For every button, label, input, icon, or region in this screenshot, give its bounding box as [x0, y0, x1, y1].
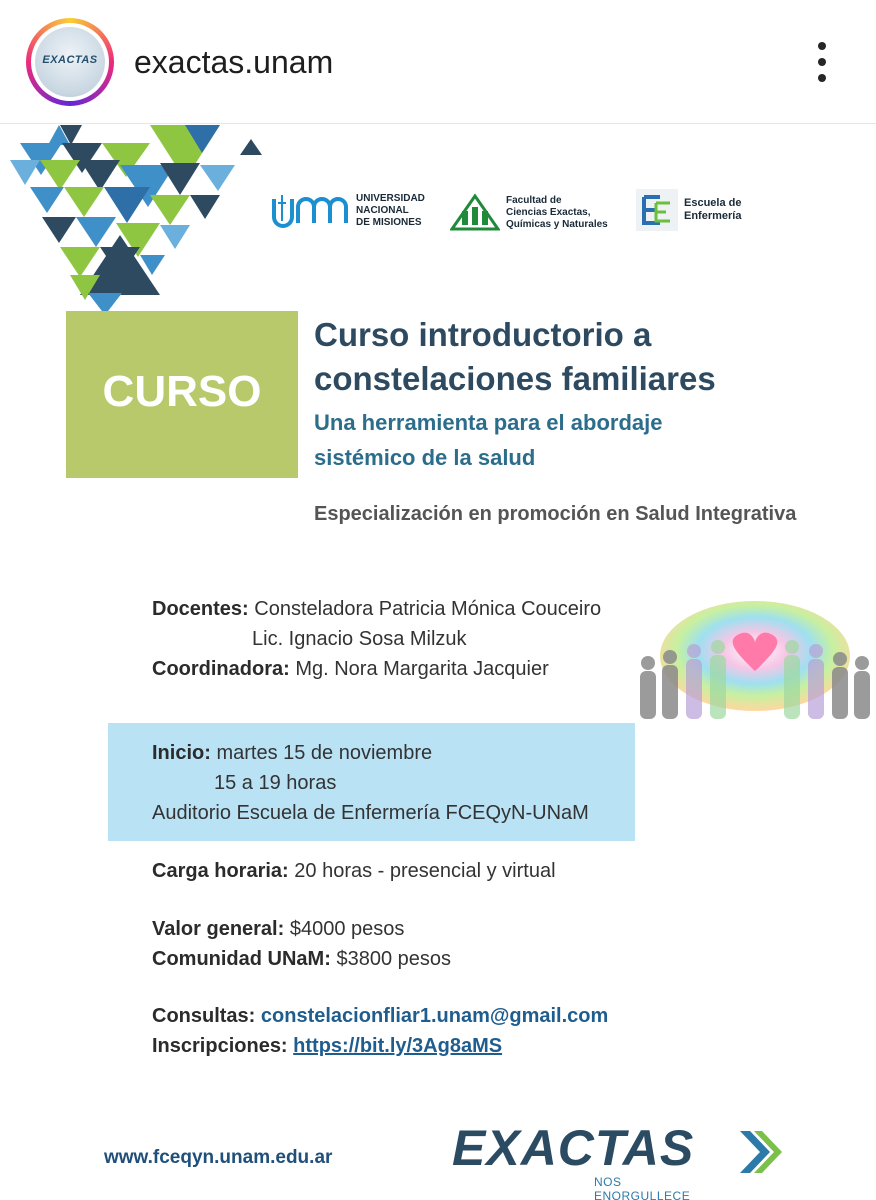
avatar-image [35, 27, 105, 97]
coordinadora-label: Coordinadora: [152, 658, 290, 680]
unam-emblem-icon [270, 193, 352, 229]
valores-block [152, 914, 451, 974]
curso-badge [66, 311, 298, 478]
fceqyn-logo-line: Ciencias Exactas, [506, 207, 591, 218]
inscripciones-link[interactable]: https://bit.ly/3Ag8aMS [293, 1035, 503, 1057]
exactas-tagline: NOS ENORGULLECE [594, 1175, 691, 1200]
more-options-icon[interactable] [808, 40, 838, 84]
exactas-logo-word: EXACTAS [452, 1120, 695, 1176]
escuela-logo-line: Escuela de [684, 197, 742, 209]
course-subtitle-line: sistémico de la salud [314, 445, 536, 470]
coordinadora-name: Mg. Nora Margarita Jacquier [295, 658, 549, 680]
fceqyn-emblem-icon [450, 193, 500, 233]
fceqyn-logo-line: Facultad de [506, 195, 562, 206]
docentes-block [152, 594, 601, 684]
unam-logo-line: DE MISIONES [356, 217, 422, 228]
rainbow-people-illustration [634, 601, 876, 721]
profile-avatar[interactable] [26, 18, 114, 106]
footer-website: www.fceqyn.unam.edu.ar [104, 1147, 333, 1168]
consultas-email-link[interactable]: constelacionfliar1.unam@gmail.com [260, 1005, 609, 1027]
inicio-time: 15 a 19 horas [214, 772, 337, 794]
course-subtitle-line: Una herramienta para el abordaje [314, 410, 663, 435]
specialization-text: Especialización en promoción en Salud Integrativa [314, 503, 797, 525]
inicio-block [152, 738, 589, 828]
comunidad-label: Comunidad UNaM: [152, 948, 331, 970]
contacto-block [152, 1001, 608, 1061]
course-subtitle [314, 405, 834, 475]
avatar-logo-text: EXACTAS [42, 54, 98, 66]
post-header [0, 0, 876, 124]
valor-value: $4000 pesos [289, 918, 405, 940]
comunidad-value: $3800 pesos [336, 948, 451, 970]
consultas-label: Consultas: [152, 1005, 256, 1027]
username-link[interactable]: exactas.unam [134, 44, 334, 80]
inscripciones-label: Inscripciones: [152, 1035, 288, 1057]
unam-logo [270, 193, 425, 229]
inicio-place: Auditorio Escuela de Enfermería FCEQyN-UNaM [152, 802, 589, 824]
course-title [314, 313, 814, 401]
carga-value: 20 horas - presencial y virtual [294, 860, 556, 882]
docentes-label: Docentes: [152, 598, 249, 620]
fceqyn-logo [450, 193, 608, 233]
docente-name: Consteladora Patricia Mónica Couceiro [254, 598, 602, 620]
escuela-emblem-icon [636, 189, 678, 231]
unam-logo-line: NACIONAL [356, 205, 409, 216]
post-image [0, 125, 876, 1200]
course-title-line: Curso introductorio a [314, 316, 652, 353]
carga-label: Carga horaria: [152, 860, 289, 882]
escuela-enfermeria-logo [636, 189, 741, 231]
unam-logo-line: UNIVERSIDAD [356, 193, 425, 204]
inicio-label: Inicio: [152, 742, 211, 764]
valor-label: Valor general: [152, 918, 285, 940]
triangle-pattern-graphic [0, 125, 270, 315]
chevron-right-icon [736, 1127, 786, 1177]
exactas-footer-logo [452, 1120, 695, 1200]
fceqyn-logo-line: Químicas y Naturales [506, 219, 608, 230]
carga-horaria-line [152, 856, 556, 886]
curso-badge-text: CURSO [102, 367, 262, 416]
docente-name: Lic. Ignacio Sosa Milzuk [252, 628, 467, 650]
course-title-line: constelaciones familiares [314, 360, 716, 397]
escuela-logo-line: Enfermería [684, 210, 742, 222]
inicio-date: martes 15 de noviembre [216, 742, 433, 764]
